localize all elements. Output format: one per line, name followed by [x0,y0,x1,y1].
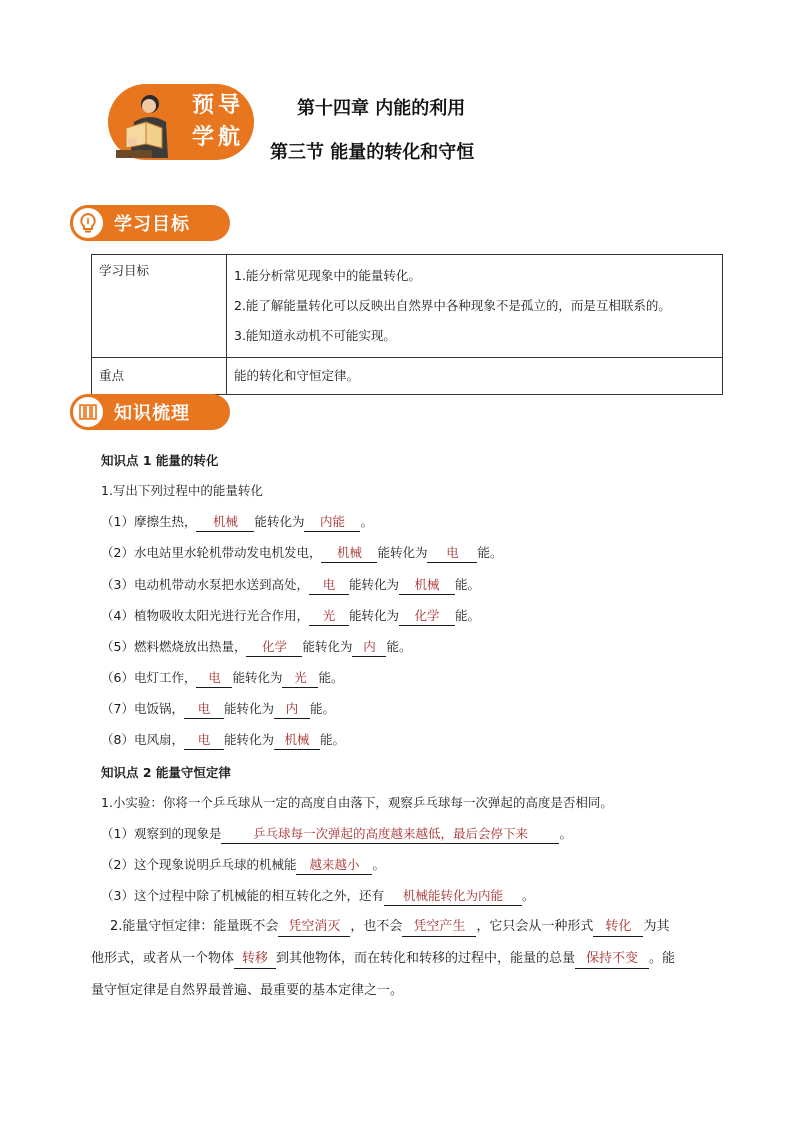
item-text: 能转化为 [377,545,428,560]
answer-blank: 转移 [234,950,276,969]
item-text: （1）摩擦生热， [101,514,197,529]
goals-content-cell [227,255,723,358]
answer-blank: 电 [184,700,224,719]
focus-label-cell: 重点 [92,358,227,395]
item-text: 。 [521,888,535,903]
books-icon [70,394,106,430]
knowledge-banner-label: 知识梳理 [114,403,190,424]
law-text: ，它只会从一种形式 [476,919,594,934]
kp1-title: 知识点 1 能量的转化 [101,453,219,468]
law-text: 。能 [649,951,676,966]
item-text: （8）电风扇， [101,732,184,747]
section-title: 第三节 能量的转化和守恒 [270,142,475,163]
answer-blank: 电 [184,731,224,750]
item-text: 。 [372,857,385,872]
law-text: 他形式，或者从一个物体 [91,951,235,966]
item-text: 能转化为 [348,608,399,623]
item-text: 能转化为 [223,701,274,716]
table-row [92,358,723,395]
goals-table [91,254,723,395]
badge-line-1: 预导 [192,92,245,118]
knowledge-banner [70,394,230,430]
item-text: 能。 [454,577,480,592]
answer-blank: 光 [282,669,318,688]
goals-banner [70,205,230,241]
item-text: 。 [360,514,373,529]
item-text: 能转化为 [232,670,283,685]
list-item [101,731,345,750]
answer-blank: 光 [309,607,349,626]
list-item [101,825,572,844]
answer-blank: 化学 [399,607,455,626]
answer-blank: 保持不变 [575,950,649,969]
reading-person-icon [112,92,184,158]
item-text: （3）电动机带动水泵把水送到高处， [101,577,309,592]
law-text: 2.能量守恒定律：能量既不会 [110,919,279,934]
kp1-intro: 1.写出下列过程中的能量转化 [101,483,263,498]
law-text: ，也不会 [350,919,403,934]
item-text: （2）水电站里水轮机带动发电机发电， [101,545,322,560]
list-item [101,669,344,688]
item-text: 能转化为 [223,732,274,747]
item-text: 能。 [319,732,345,747]
list-item [101,607,480,626]
answer-blank: 内能 [304,513,360,532]
law-line-2 [91,950,675,969]
kp2-intro: 1.小实验：你将一个乒乓球从一定的高度自由落下，观察乒乓球每一次弹起的高度是否相同。 [101,795,613,810]
answer-blank: 凭空消灭 [278,918,350,937]
list-item [101,513,373,532]
answer-blank: 内 [274,700,310,719]
law-line-1 [110,918,669,937]
kp2-title: 知识点 2 能量守恒定律 [101,765,231,780]
list-item [101,700,335,719]
law-line-3: 量守恒定律是自然界最普遍、最重要的基本定律之一。 [91,983,404,998]
item-text: （2）这个现象说明乒乓球的机械能 [101,857,297,872]
answer-blank: 电 [427,544,477,563]
answer-blank: 内 [352,638,386,657]
answer-blank: 电 [309,576,349,595]
goal-item: 1.能分析常见现象中的能量转化。 [234,268,421,283]
focus-content-cell: 能的转化和守恒定律。 [227,358,723,395]
goal-item: 3.能知道永动机不可能实现。 [234,328,396,343]
answer-blank: 化学 [246,638,302,657]
answer-blank: 凭空产生 [402,918,476,937]
answer-blank: 电 [196,669,232,688]
list-item [101,638,412,657]
item-text: 。 [559,826,572,841]
item-text: 能。 [454,608,480,623]
answer-blank: 转化 [593,918,643,937]
goals-label-cell: 学习目标 [92,255,227,358]
list-item [101,887,534,906]
item-text: 能转化为 [302,639,353,654]
badge-line-2: 学航 [192,124,245,150]
lightbulb-icon [70,205,106,241]
answer-blank: 机械 [399,576,455,595]
item-text: （6）电灯工作， [101,670,197,685]
table-row [92,255,723,358]
list-item [101,856,385,875]
answer-blank: 机械能转化为内能 [384,887,522,906]
goals-banner-label: 学习目标 [114,214,190,235]
law-text: 到其他物体，而在转化和转移的过程中，能量的总量 [276,951,576,966]
item-text: （3）这个过程中除了机械能的相互转化之外，还有 [101,888,384,903]
chapter-title: 第十四章 内能的利用 [297,98,466,119]
item-text: （5）燃料燃烧放出热量， [101,639,247,654]
answer-blank: 机械 [196,513,254,532]
answer-blank: 机械 [274,731,320,750]
item-text: （1）观察到的现象是 [101,826,222,841]
item-text: 能。 [386,639,412,654]
goal-item: 2.能了解能量转化可以反映出自然界中各种现象不是孤立的，而是互相联系的。 [234,298,671,313]
item-text: 能。 [318,670,344,685]
answer-blank: 乒乓球每一次弹起的高度越来越低，最后会停下来 [221,825,559,844]
item-text: （4）植物吸收太阳光进行光合作用， [101,608,309,623]
item-text: 能转化为 [254,514,305,529]
list-item [101,544,503,563]
item-text: 能。 [477,545,503,560]
item-text: 能。 [309,701,335,716]
answer-blank: 机械 [321,544,377,563]
item-text: 能转化为 [348,577,399,592]
answer-blank: 越来越小 [296,856,372,875]
list-item [101,576,480,595]
law-text: 为其 [643,919,670,934]
item-text: （7）电饭锅， [101,701,184,716]
